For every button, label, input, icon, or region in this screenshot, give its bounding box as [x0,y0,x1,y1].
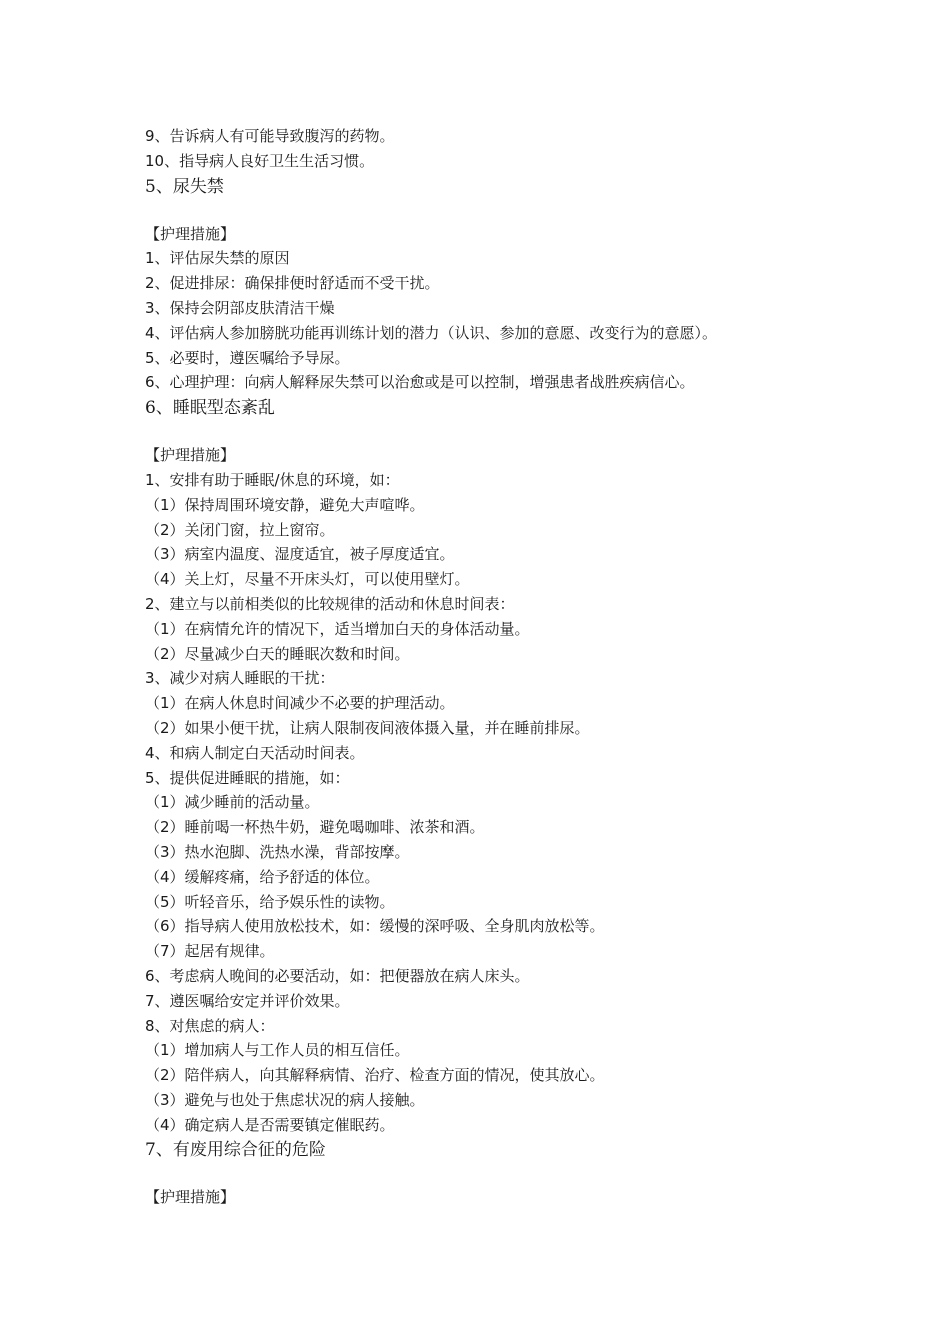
nursing-measures-label: 【护理措施】 [145,1188,236,1207]
text-line: 2、促进排尿：确保排便时舒适而不受干扰。 [145,274,440,293]
text-line: （4）关上灯，尽量不开床头灯，可以使用壁灯。 [145,570,470,589]
text-line: （4）确定病人是否需要镇定催眠药。 [145,1115,395,1134]
text-line: （4）缓解疼痛，给予舒适的体位。 [145,867,380,886]
text-line: 9、告诉病人有可能导致腹泻的药物。 [145,127,395,145]
text-line: （5）听轻音乐，给予娱乐性的读物。 [145,892,395,911]
nursing-measures-label: 【护理措施】 [145,446,236,465]
paragraph-gap [145,1163,925,1185]
section-heading: 6、睡眠型态紊乱 [145,398,275,419]
text-line: （1）减少睡前的活动量。 [145,793,320,812]
text-line: 10、指导病人良好卫生生活习惯。 [145,151,375,170]
text-line: （1）保持周围环境安静，避免大声喧哗。 [145,495,425,514]
text-line: 3、保持会阴部皮肤清洁干燥 [145,298,335,317]
text-line: （2）尽量减少白天的睡眠次数和时间。 [145,644,410,663]
text-line: 3、减少对病人睡眠的干扰： [145,669,335,688]
text-line: （1）增加病人与工作人员的相互信任。 [145,1041,410,1060]
document-page [145,124,925,1210]
text-line: （2）如果小便干扰，让病人限制夜间液体摄入量，并在睡前排尿。 [145,718,590,737]
nursing-measures-label: 【护理措施】 [145,224,236,243]
section-heading: 7、有废用综合征的危险 [145,1140,326,1161]
section-heading: 5、尿失禁 [145,176,224,197]
text-line: 5、必要时，遵医嘱给予导尿。 [145,348,350,367]
text-line: （3）病室内温度、湿度适宜，被子厚度适宜。 [145,545,455,564]
text-line: 7、遵医嘱给安定并评价效果。 [145,991,350,1010]
text-line: 8、对焦虑的病人： [145,1016,275,1035]
text-line: 2、建立与以前相类似的比较规律的活动和休息时间表： [145,594,515,613]
text-line: 1、评估尿失禁的原因 [145,249,290,268]
text-line: （1）在病人休息时间减少不必要的护理活动。 [145,694,455,713]
text-line: 6、心理护理：向病人解释尿失禁可以治愈或是可以控制，增强患者战胜疾病信心。 [145,373,695,392]
text-line: （2）陪伴病人，向其解释病情、治疗、检查方面的情况，使其放心。 [145,1066,605,1085]
text-line: 5、提供促进睡眠的措施，如： [145,768,350,787]
paragraph-gap [145,421,925,443]
text-line: 6、考虑病人晚间的必要活动，如：把便器放在病人床头。 [145,966,530,985]
text-line: 4、和病人制定白天活动时间表。 [145,743,365,762]
text-line: 1、安排有助于睡眠/休息的环境，如： [145,470,400,489]
paragraph-gap [145,200,925,222]
text-line: （3）避免与也处于焦虑状况的病人接触。 [145,1090,425,1109]
text-line: （2）关闭门窗，拉上窗帘。 [145,520,335,539]
text-line: （2）睡前喝一杯热牛奶，避免喝咖啡、浓茶和酒。 [145,818,485,837]
text-line: （1）在病情允许的情况下，适当增加白天的身体活动量。 [145,619,530,638]
text-line: （7）起居有规律。 [145,942,275,961]
text-line: （3）热水泡脚、洗热水澡，背部按摩。 [145,842,410,861]
text-line: 4、评估病人参加膀胱功能再训练计划的潜力（认识、参加的意愿、改变行为的意愿）。 [145,323,718,342]
text-line: （6）指导病人使用放松技术，如：缓慢的深呼吸、全身肌肉放松等。 [145,917,605,936]
